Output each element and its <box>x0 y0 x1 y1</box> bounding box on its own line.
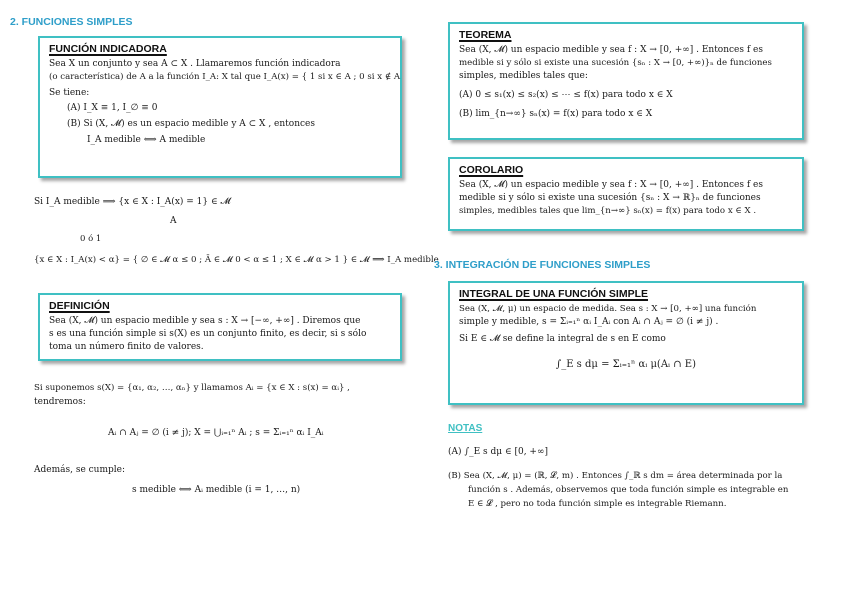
nota-a: (A) ∫_E s dμ ∈ [0, +∞] <box>448 447 548 457</box>
notas-title: NOTAS <box>448 423 483 434</box>
text-line: Sea (X, 𝓜) un espacio medible y sea s : X → [−∞, +∞] . Diremos que <box>49 316 361 326</box>
box-title: COROLARIO <box>459 164 524 176</box>
partition-formula: Aᵢ ∩ Aⱼ = ∅ (i ≠ j); X = ⋃ᵢ₌₁ⁿ Aᵢ ; s = Σᵢ₌₁ⁿ αᵢ I_Aᵢ <box>108 428 324 438</box>
text-line: medible si y sólo si existe una sucesión {sₙ : X → ℝ}ₙ de funciones <box>459 193 761 203</box>
box-title: DEFINICIÓN <box>49 300 110 312</box>
text-line: Sea (X, 𝓜) un espacio medible y sea f : X → [0, +∞] . Entonces f es <box>459 180 764 190</box>
text-line: simple y medible, s = Σᵢ₌₁ⁿ αᵢ I_Aᵢ con Aᵢ ∩ Aⱼ = ∅ (i ≠ j) . <box>459 317 719 327</box>
text-line: Sea (X, 𝓜, μ) un espacio de medida. Sea s : X → [0, +∞] una función <box>459 304 757 314</box>
corolario-box <box>448 157 804 231</box>
text-line: tendremos: <box>34 397 86 407</box>
text-line: s es una función simple si s(X) es un conjunto finito, es decir, si s sólo <box>49 329 367 339</box>
text-line: simples, medibles tales que lim_{n→∞} sₙ(x) = f(x) para todo x ∈ X . <box>459 206 757 216</box>
funcion-indicadora-box <box>38 36 402 178</box>
text-line: Además, se cumple: <box>34 465 126 475</box>
text-line: toma un número finito de valores. <box>49 342 204 352</box>
set-cases-formula: {x ∈ X : I_A(x) < α} = { ∅ ∈ 𝓜 α ≤ 0 ; Ā ∈ 𝓜 0 < α ≤ 1 ; X ∈ 𝓜 α > 1 } ∈ 𝓜 ⟹ I_A medible <box>34 255 439 265</box>
section-title-funciones-simples: 2. FUNCIONES SIMPLES <box>10 16 133 28</box>
text-line: (o característica) de A a la función I_A: X tal que I_A(x) = { 1 si x ∈ A ; 0 si x ∉ A <box>49 72 401 82</box>
text-line: Si E ∈ 𝓜 se define la integral de s en E como <box>459 334 666 344</box>
text-line: medible si y sólo si existe una sucesión {sₙ : X → [0, +∞)}ₙ de funciones <box>459 58 772 68</box>
integral-formula: ∫_E s dμ = Σᵢ₌₁ⁿ αᵢ μ(Aᵢ ∩ E) <box>555 359 697 370</box>
text-line: Se tiene: <box>49 88 90 98</box>
nota-b-line: E ∈ 𝓛 , pero no toda función simple es integrable Riemann. <box>468 499 727 509</box>
list-item: (A) I_X ≡ 1, I_∅ ≡ 0 <box>67 103 158 113</box>
list-item: (B) lim_{n→∞} sₙ(x) = f(x) para todo x ∈ X <box>459 109 653 119</box>
definicion-box <box>38 293 402 361</box>
box-title: TEOREMA <box>459 29 512 41</box>
nota-b-line: (B) Sea (X, 𝓜, μ) = (ℝ, 𝓛, m) . Entonces ∫_ℝ s dm = área determinada por la <box>448 471 783 481</box>
text-line: Sea (X, 𝓜) un espacio medible y sea f : X → [0, +∞] . Entonces f es <box>459 45 764 55</box>
teorema-box <box>448 22 804 140</box>
list-item: (A) 0 ≤ s₁(x) ≤ s₂(x) ≤ ⋯ ≤ f(x) para todo x ∈ X <box>459 90 673 100</box>
medible-formula: s medible ⟺ Aᵢ medible (i = 1, …, n) <box>132 485 301 495</box>
box-title: INTEGRAL DE UNA FUNCIÓN SIMPLE <box>459 288 649 300</box>
list-item: (B) Si (X, 𝓜) es un espacio medible y A ⊂ X , entonces <box>67 119 315 129</box>
zero-or-one-label: 0 ó 1 <box>80 234 102 244</box>
text-line: simples, medibles tales que: <box>459 71 588 81</box>
text-line: Sea X un conjunto y sea A ⊂ X . Llamaremos función indicadora <box>49 59 341 69</box>
integral-box <box>448 281 804 405</box>
si-medible-formula: Si I_A medible ⟹ {x ∈ X : I_A(x) = 1} ∈ 𝓜 <box>34 197 231 207</box>
section-title-integracion: 3. INTEGRACIÓN DE FUNCIONES SIMPLES <box>434 259 651 271</box>
list-item-continuation: I_A medible ⟺ A medible <box>87 135 206 145</box>
text-line: Si suponemos s(X) = {α₁, α₂, …, αₙ} y llamamos Aᵢ = {x ∈ X : s(x) = αᵢ} , <box>34 383 350 393</box>
box-title: FUNCIÓN INDICADORA <box>49 43 167 55</box>
nota-b-line: función s . Además, observemos que toda función simple es integrable en <box>468 485 789 495</box>
under-label: A <box>170 216 177 226</box>
